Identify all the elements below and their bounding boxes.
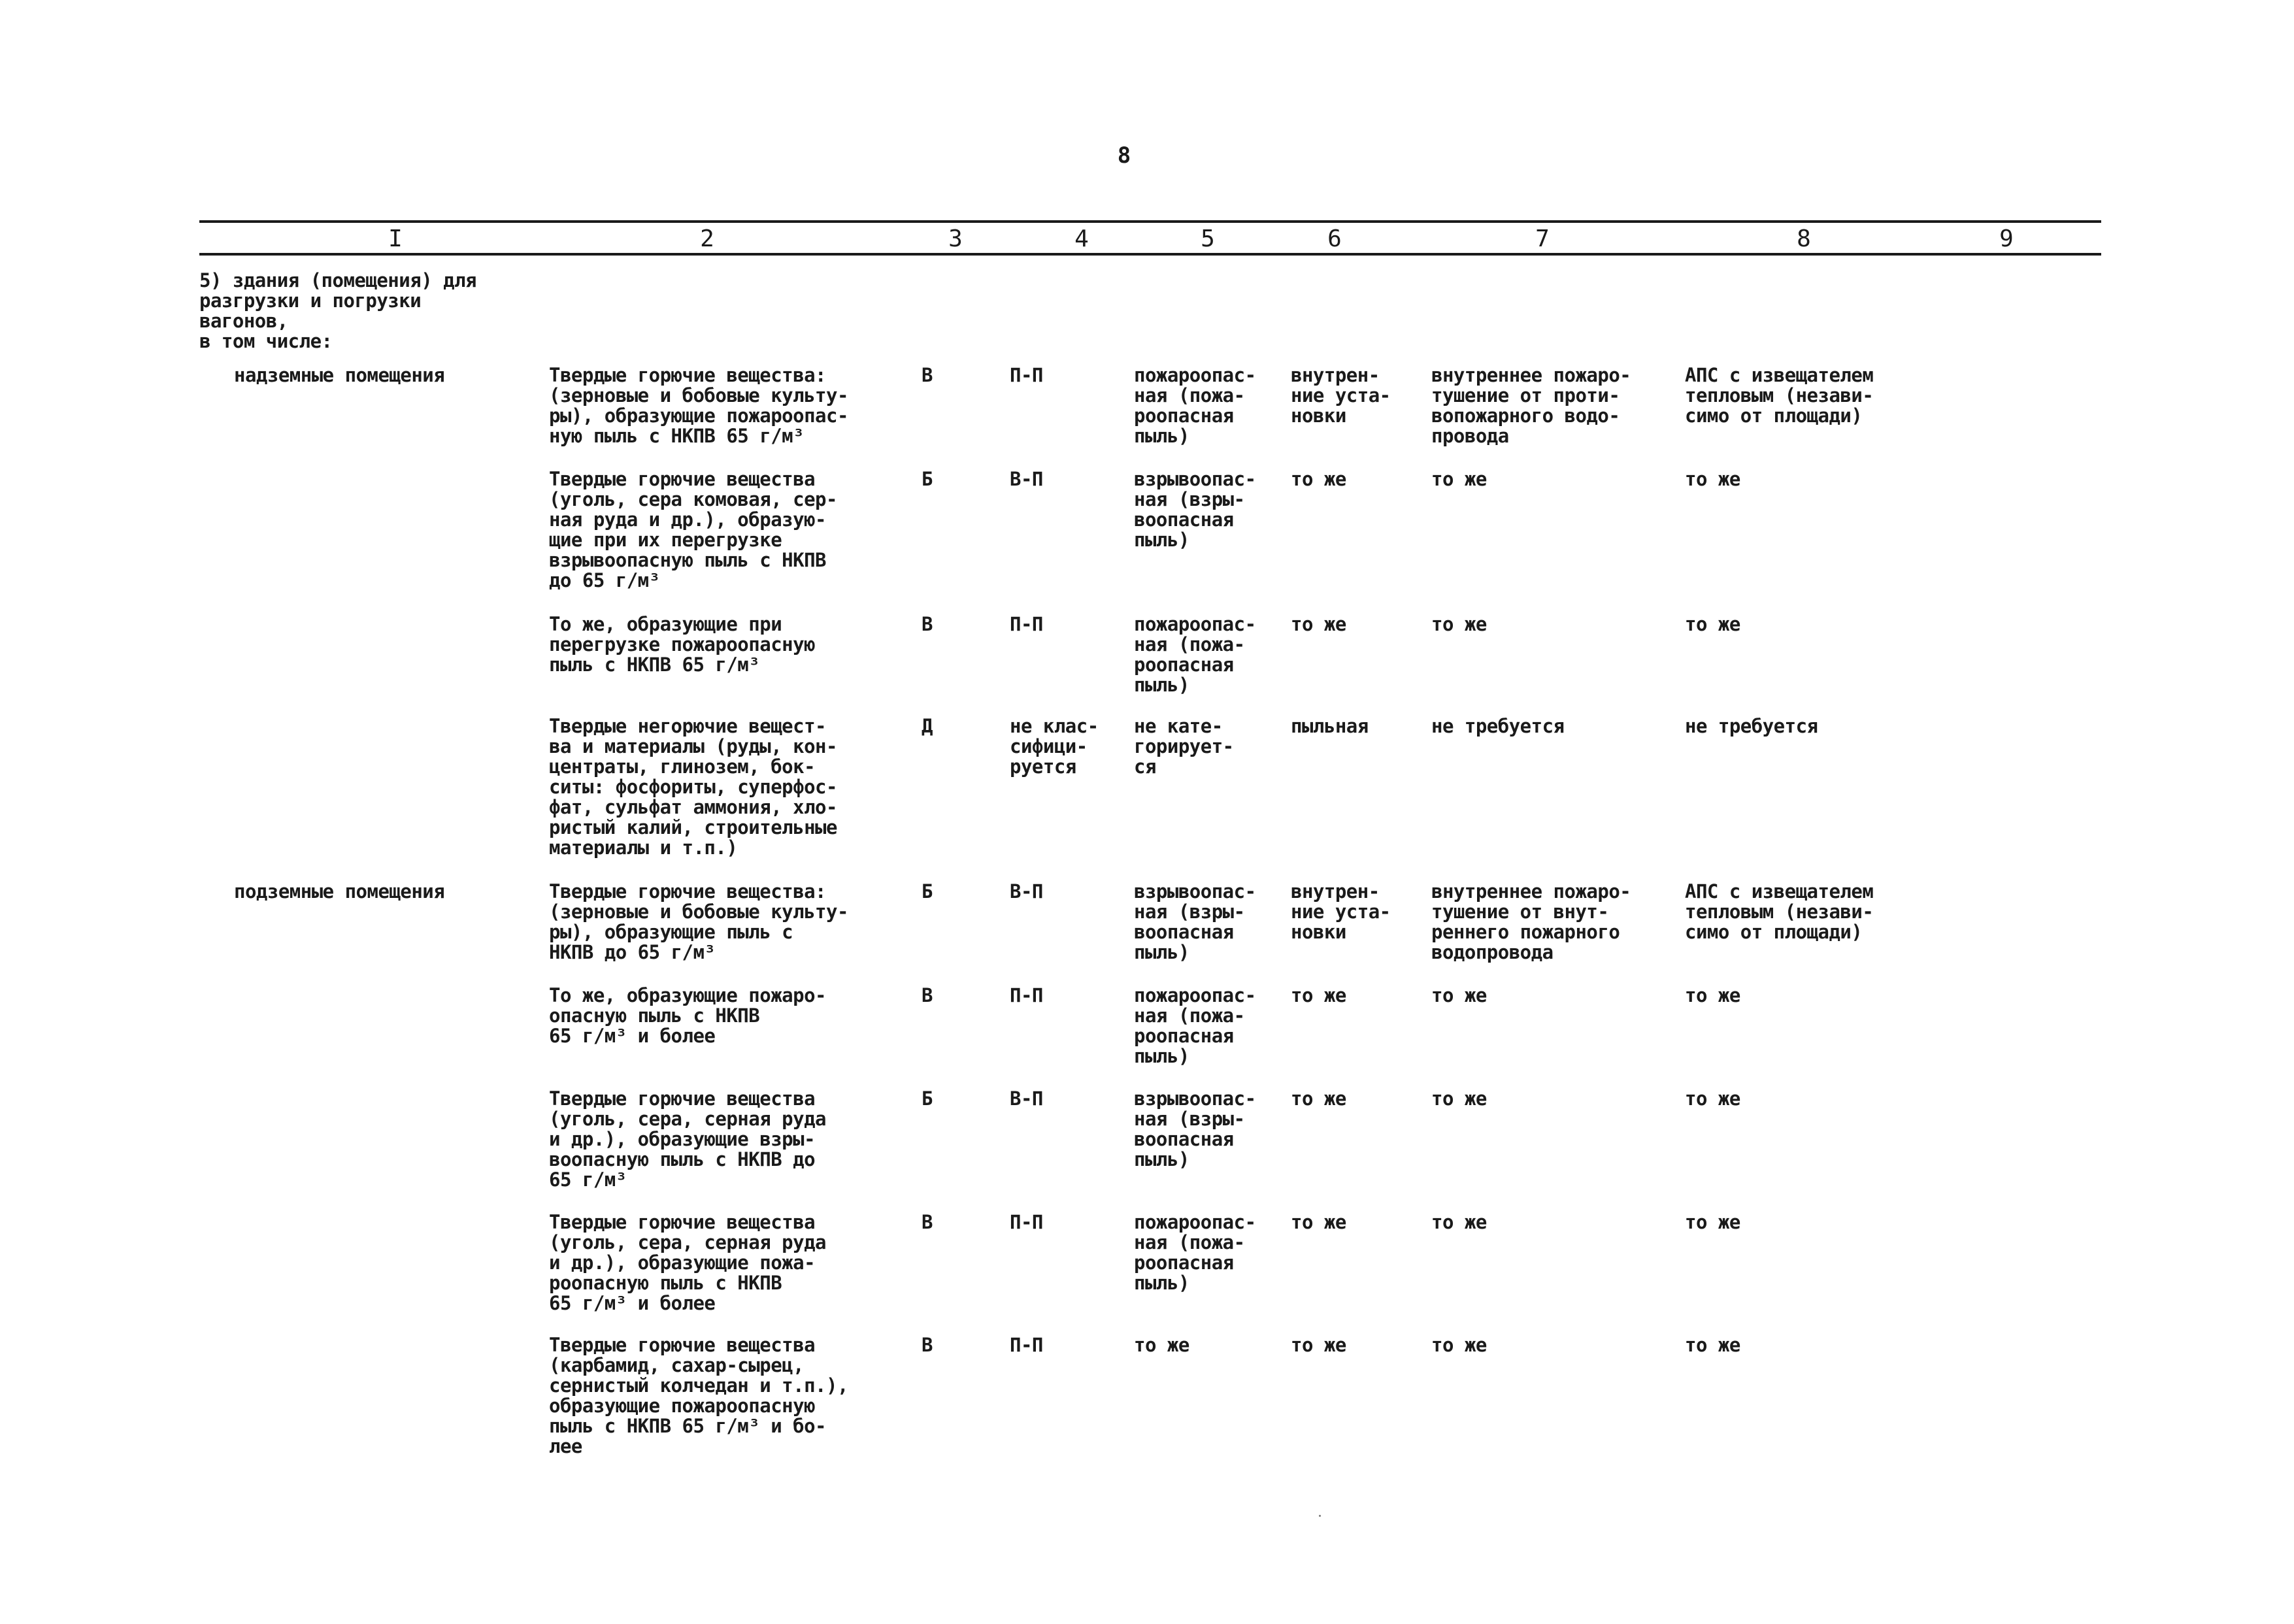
substance-description: То же, образующие пожаро- опасную пыль с НКПВ 65 г/м³ и более xyxy=(549,984,826,1047)
column-number-header xyxy=(0,226,2294,252)
column-number-9: 9 xyxy=(1999,225,2014,252)
fire-suppression: то же xyxy=(1431,613,1487,635)
column-number-1: I xyxy=(388,225,403,252)
zone-class-value: В-П xyxy=(1010,1087,1043,1110)
fire-alarm: то же xyxy=(1685,468,1740,490)
fire-alarm: то же xyxy=(1685,1334,1740,1356)
fire-suppression: не требуется xyxy=(1431,715,1565,737)
column-number-8: 8 xyxy=(1797,225,1811,252)
substance-description: Твердые горючие вещества (уголь, сера, серная руда и др.), образующие взры- воопасную пыль с НКПВ до 65 г/м³ xyxy=(549,1087,826,1191)
fire-alarm: то же xyxy=(1685,984,1740,1006)
zone-class-value: П-П xyxy=(1010,1334,1043,1356)
fire-suppression: то же xyxy=(1431,468,1487,490)
fire-suppression: то же xyxy=(1431,1334,1487,1356)
zone-class-value: П-П xyxy=(1010,364,1043,386)
fire-alarm: то же xyxy=(1685,613,1740,635)
installation-type: то же xyxy=(1291,984,1346,1006)
substance-description: Твердые горючие вещества (уголь, сера комовая, сер- ная руда и др.), образую- щие при их перегрузке взрывоопасную пыль с НКПВ до 65 г/м³ xyxy=(549,468,837,591)
group-label-above-ground: надземные помещения xyxy=(234,364,445,386)
page-number: 8 xyxy=(1117,142,1131,169)
category-value: Б xyxy=(922,880,933,903)
zone-class-value: П-П xyxy=(1010,613,1043,635)
group-label-underground: подземные помещения xyxy=(234,880,445,903)
substance-description: Твердые горючие вещества (карбамид, сахар-сырец, сернистый колчедан и т.п.), образующие пожароопасную пыль с НКПВ 65 г/м³ и бо- лее xyxy=(549,1334,848,1457)
installation-type: внутрен- ние уста- новки xyxy=(1291,364,1391,427)
hazard-classification: взрывоопас- ная (взры- воопасная пыль) xyxy=(1134,468,1256,551)
hazard-classification: взрывоопас- ная (взры- воопасная пыль) xyxy=(1134,880,1256,963)
category-value: Д xyxy=(922,715,933,737)
fire-alarm: АПС с извещателем тепловым (незави- симо от площади) xyxy=(1685,364,1874,427)
substance-description: Твердые горючие вещества: (зерновые и бобовые культу- ры), образующие пожароопас- ную пыль с НКПВ 65 г/м³ xyxy=(549,364,848,447)
fire-suppression: внутреннее пожаро- тушение от внут- реннего пожарного водопровода xyxy=(1431,880,1631,963)
fire-alarm: то же xyxy=(1685,1087,1740,1110)
fire-alarm: то же xyxy=(1685,1211,1740,1233)
installation-type: то же xyxy=(1291,613,1346,635)
zone-class-value: В-П xyxy=(1010,880,1043,903)
column-number-3: 3 xyxy=(948,225,963,252)
substance-description: Твердые негорючие вещест- ва и материалы (руды, кон- центраты, глинозем, бок- ситы: фосфориты, суперфос- фат, сульфат аммония, хло- ристый калий, строительные материалы и т.п.) xyxy=(549,715,837,859)
column-number-4: 4 xyxy=(1074,225,1089,252)
fire-suppression: внутреннее пожаро- тушение от проти- вопожарного водо- провода xyxy=(1431,364,1631,447)
table-top-rule xyxy=(199,220,2101,223)
category-value: В xyxy=(922,613,933,635)
hazard-classification: пожароопас- ная (пожа- роопасная пыль) xyxy=(1134,364,1256,447)
installation-type: то же xyxy=(1291,1334,1346,1356)
installation-type: то же xyxy=(1291,1211,1346,1233)
hazard-classification: пожароопас- ная (пожа- роопасная пыль) xyxy=(1134,984,1256,1067)
section-title: 5) здания (помещения) для разгрузки и погрузки вагонов, в том числе: xyxy=(199,269,476,352)
substance-description: То же, образующие при перегрузке пожароопасную пыль с НКПВ 65 г/м³ xyxy=(549,613,816,676)
column-number-5: 5 xyxy=(1201,225,1215,252)
hazard-classification: не кате- горирует- ся xyxy=(1134,715,1234,778)
hazard-classification: пожароопас- ная (пожа- роопасная пыль) xyxy=(1134,1211,1256,1294)
scan-speck xyxy=(1319,1515,1321,1517)
column-number-2: 2 xyxy=(700,225,714,252)
fire-suppression: то же xyxy=(1431,1087,1487,1110)
category-value: В xyxy=(922,1334,933,1356)
installation-type: пыльная xyxy=(1291,715,1369,737)
zone-class-value: не клас- сифици- руется xyxy=(1010,715,1099,778)
column-number-7: 7 xyxy=(1535,225,1550,252)
zone-class-value: В-П xyxy=(1010,468,1043,490)
table-header-rule xyxy=(199,253,2101,256)
installation-type: то же xyxy=(1291,468,1346,490)
category-value: Б xyxy=(922,468,933,490)
hazard-classification: пожароопас- ная (пожа- роопасная пыль) xyxy=(1134,613,1256,696)
zone-class-value: П-П xyxy=(1010,1211,1043,1233)
column-number-6: 6 xyxy=(1327,225,1342,252)
fire-suppression: то же xyxy=(1431,984,1487,1006)
zone-class-value: П-П xyxy=(1010,984,1043,1006)
substance-description: Твердые горючие вещества (уголь, сера, серная руда и др.), образующие пожа- роопасную пыль с НКПВ 65 г/м³ и более xyxy=(549,1211,826,1314)
installation-type: то же xyxy=(1291,1087,1346,1110)
fire-alarm: АПС с извещателем тепловым (незави- симо от площади) xyxy=(1685,880,1874,943)
fire-alarm: не требуется xyxy=(1685,715,1818,737)
category-value: В xyxy=(922,364,933,386)
category-value: В xyxy=(922,1211,933,1233)
category-value: В xyxy=(922,984,933,1006)
substance-description: Твердые горючие вещества: (зерновые и бобовые культу- ры), образующие пыль с НКПВ до 65 г/м³ xyxy=(549,880,848,963)
installation-type: внутрен- ние уста- новки xyxy=(1291,880,1391,943)
fire-suppression: то же xyxy=(1431,1211,1487,1233)
category-value: Б xyxy=(922,1087,933,1110)
hazard-classification: то же xyxy=(1134,1334,1189,1356)
hazard-classification: взрывоопас- ная (взры- воопасная пыль) xyxy=(1134,1087,1256,1170)
